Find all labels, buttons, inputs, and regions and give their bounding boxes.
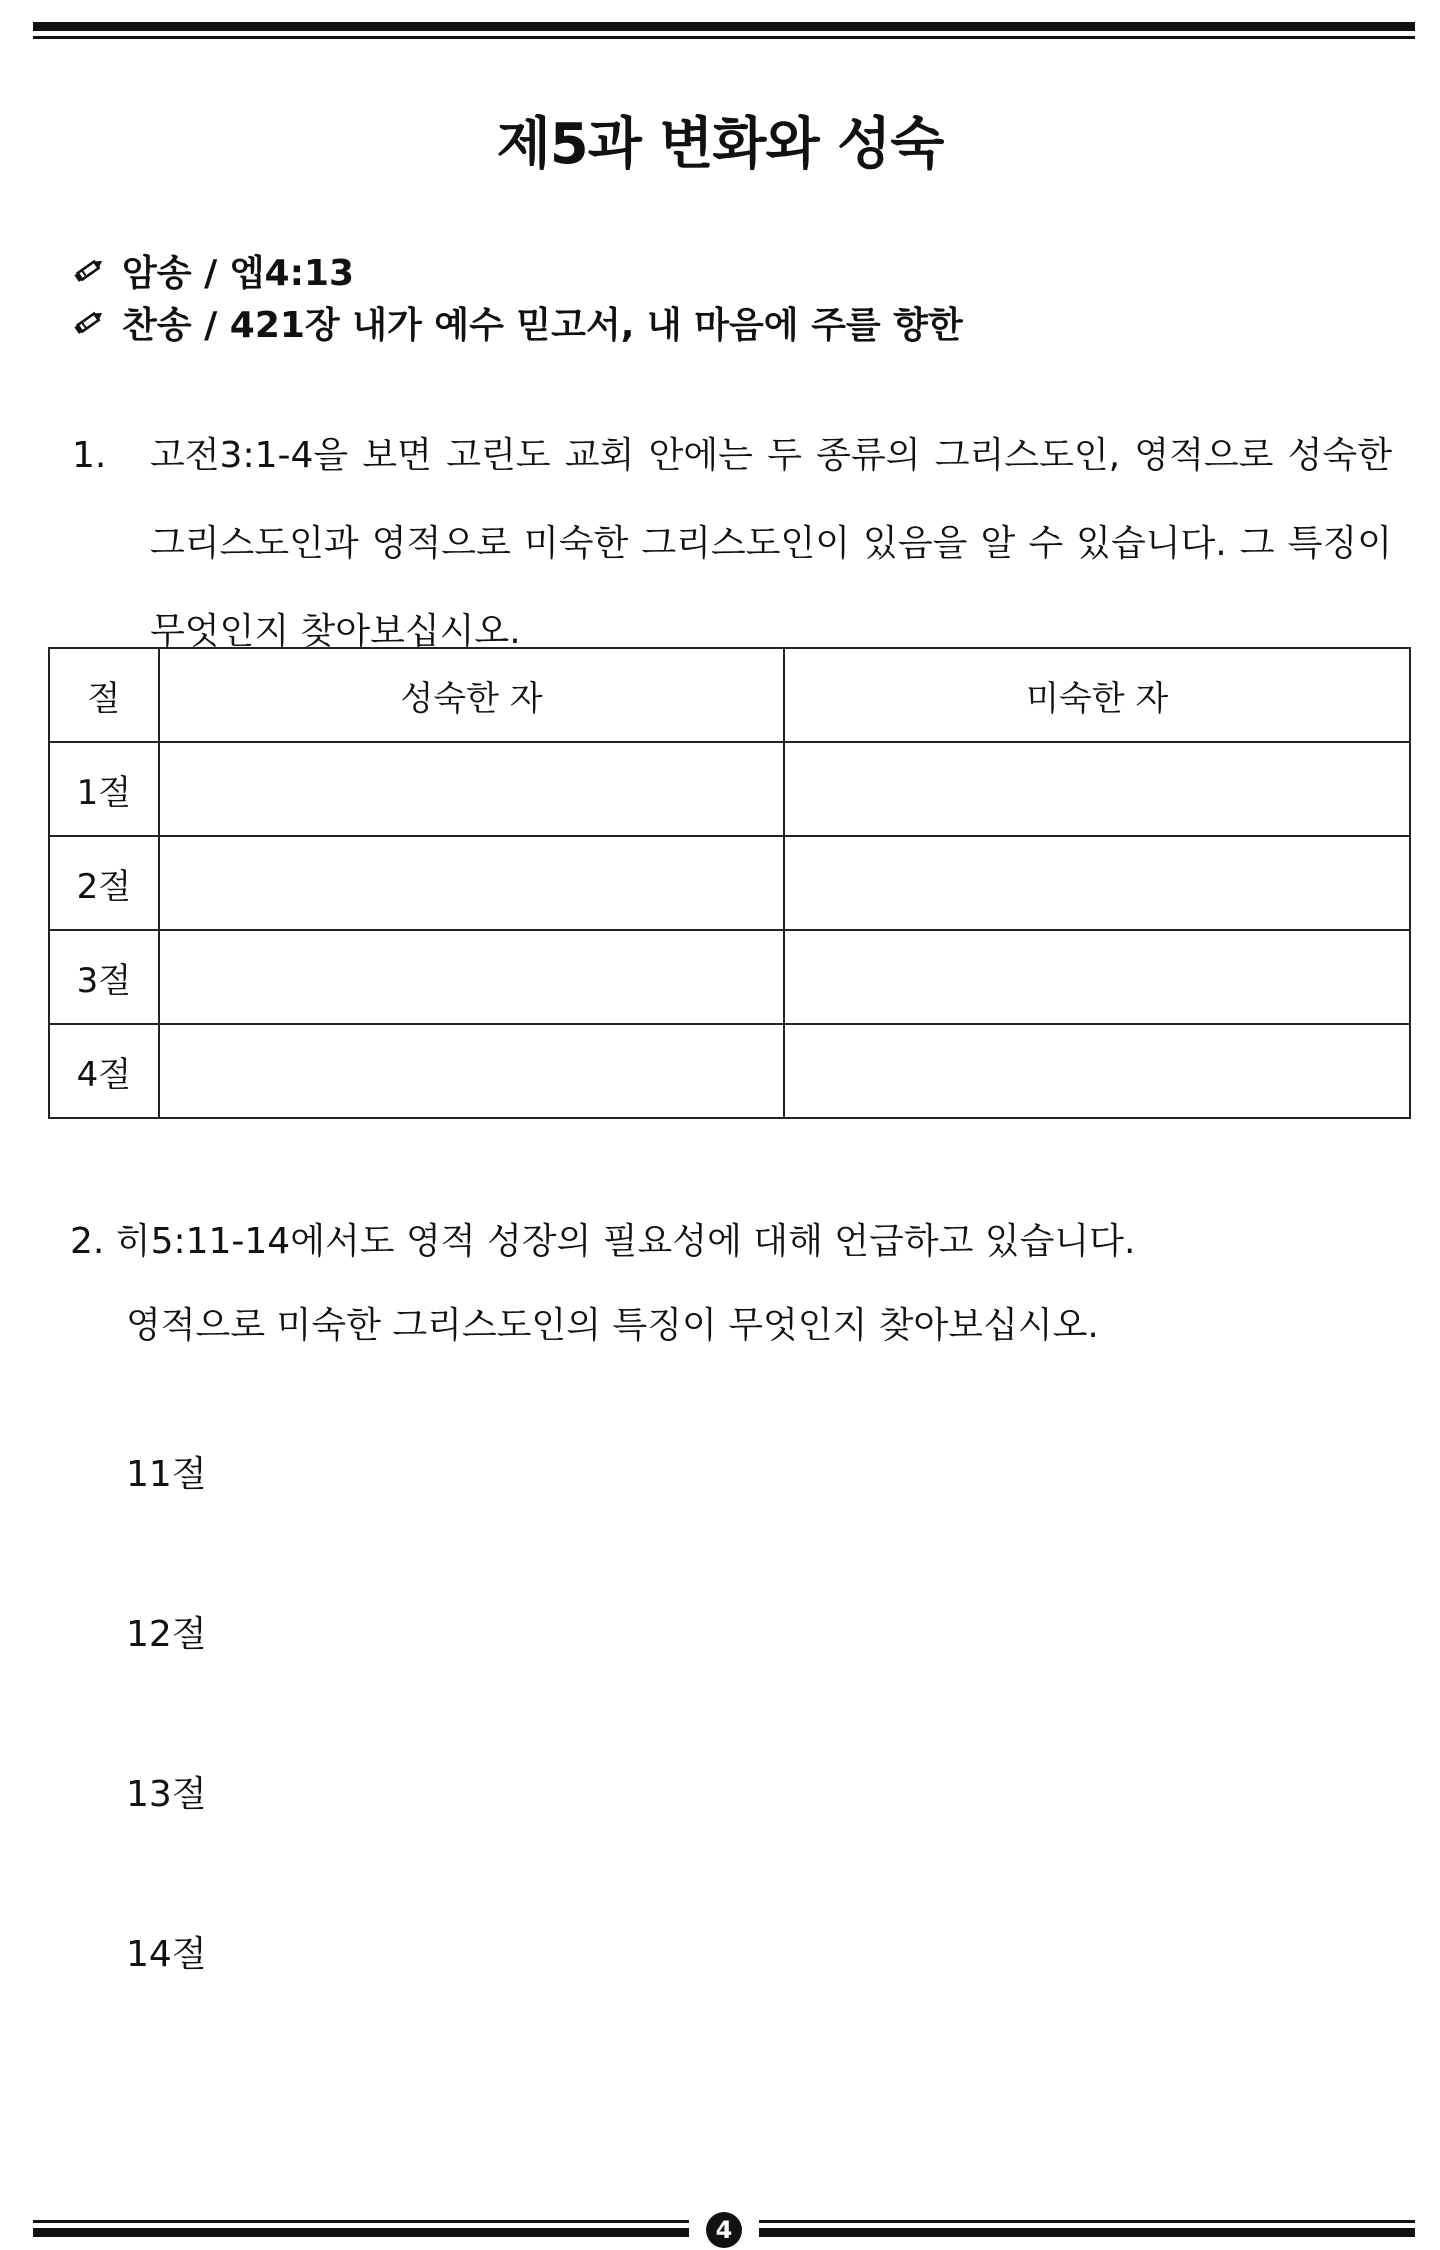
- row-verse-label: 3절: [49, 930, 159, 1024]
- table-row: [49, 742, 1410, 836]
- question-1: [72, 412, 1392, 676]
- mature-answer-cell[interactable]: [159, 1024, 785, 1118]
- memorize-line: [72, 248, 963, 300]
- table-row: [49, 836, 1410, 930]
- question-1-text: 고전3:1-4을 보면 고린도 교회 안에는 두 종류의 그리스도인, 영적으로 성숙한 그리스도인과 영적으로 미숙한 그리스도인이 있음을 알 수 있습니다. 그 특징이 무엇인지 찾아보십시오.: [150, 435, 1392, 652]
- pencil-icon: [72, 248, 108, 300]
- mature-answer-cell[interactable]: [159, 930, 785, 1024]
- row-verse-label: 1절: [49, 742, 159, 836]
- table-row: [49, 930, 1410, 1024]
- pencil-icon: [72, 300, 108, 352]
- memorize-text: 암송 / 엡4:13: [122, 253, 355, 294]
- mature-answer-cell[interactable]: [159, 836, 785, 930]
- question-2-line-2: 영적으로 미숙한 그리스도인의 특징이 무엇인지 찾아보십시오.: [126, 1305, 1099, 1346]
- row-verse-label: 4절: [49, 1024, 159, 1118]
- list-item: 11절: [126, 1454, 207, 1495]
- list-item: 14절: [126, 1934, 207, 1975]
- immature-answer-cell[interactable]: [784, 1024, 1410, 1118]
- list-item: 12절: [126, 1614, 207, 1655]
- hymn-line: [72, 300, 963, 352]
- top-double-rule: [33, 22, 1415, 39]
- table-row: [49, 1024, 1410, 1118]
- question-1-number: 1.: [72, 435, 107, 476]
- footer-rule-left: [33, 2220, 689, 2237]
- verse-answer-list: [126, 1445, 207, 2085]
- question-2: [70, 1200, 1135, 1368]
- page-title: 제5과 변화와 성숙: [496, 112, 944, 177]
- mature-answer-cell[interactable]: [159, 742, 785, 836]
- lesson-headings: [72, 248, 963, 352]
- hymn-text: 찬송 / 421장 내가 예수 믿고서, 내 마음에 주를 향한: [122, 305, 963, 346]
- answer-table: [48, 647, 1411, 1119]
- page-footer: [33, 2212, 1415, 2248]
- footer-rule-right: [759, 2220, 1415, 2237]
- page-number-badge: 4: [706, 2212, 742, 2248]
- question-2-line-1: 2. 히5:11-14에서도 영적 성장의 필요성에 대해 언급하고 있습니다.: [70, 1221, 1136, 1262]
- header-mature: 성숙한 자: [159, 648, 785, 742]
- row-verse-label: 2절: [49, 836, 159, 930]
- immature-answer-cell[interactable]: [784, 742, 1410, 836]
- immature-answer-cell[interactable]: [784, 836, 1410, 930]
- table-header-row: [49, 648, 1410, 742]
- header-immature: 미숙한 자: [784, 648, 1410, 742]
- header-verse: 절: [49, 648, 159, 742]
- immature-answer-cell[interactable]: [784, 930, 1410, 1024]
- list-item: 13절: [126, 1774, 207, 1815]
